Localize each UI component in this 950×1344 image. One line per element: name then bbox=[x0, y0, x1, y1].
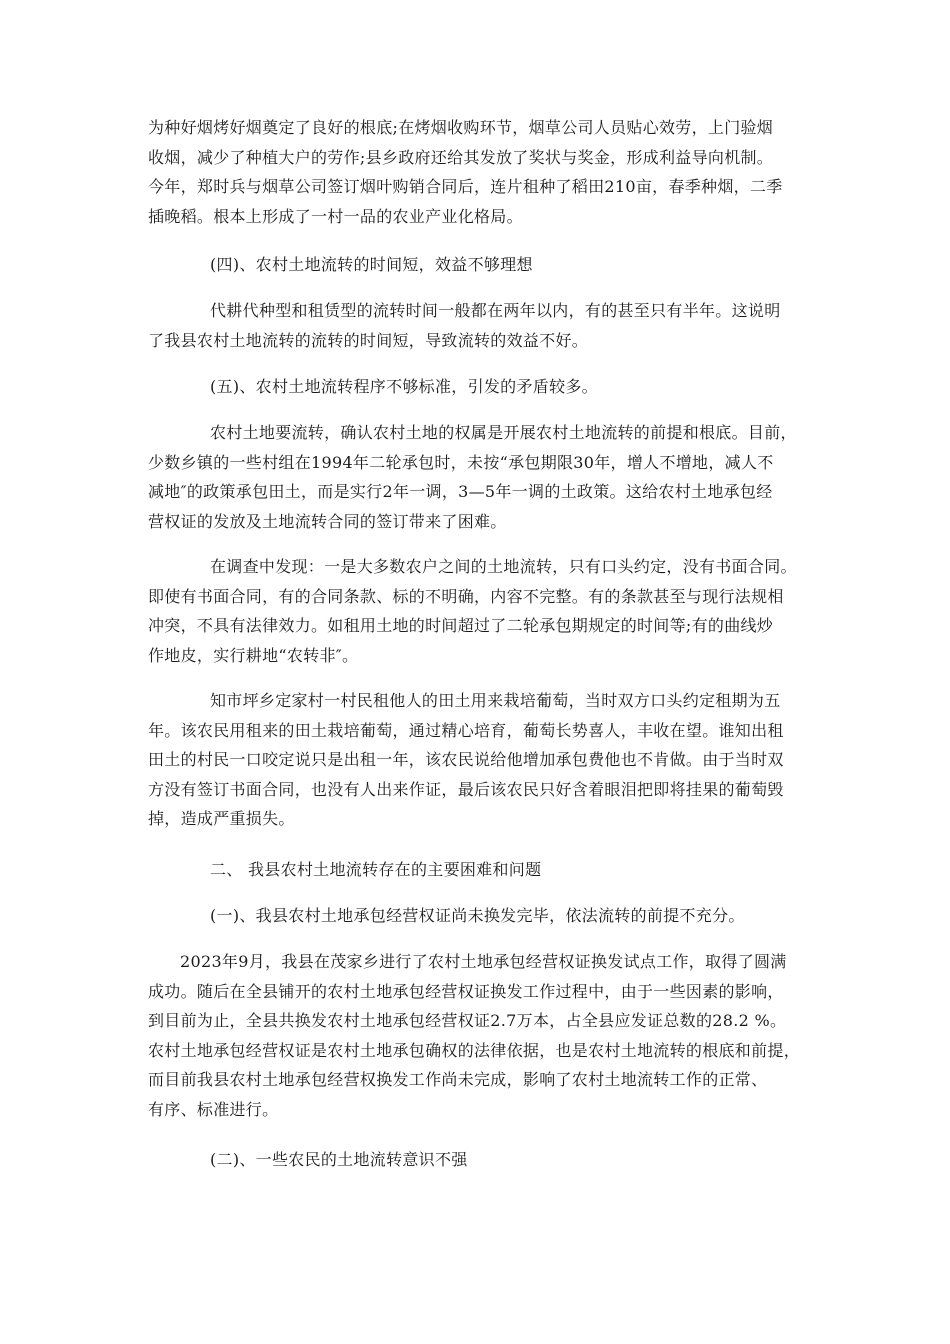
text-line: 为种好烟烤好烟奠定了良好的根底;在烤烟收购环节，烟草公司人员贴心效劳，上门验烟 bbox=[148, 118, 774, 137]
text-line: 代耕代种型和租赁型的流转时间一般都在两年以内，有的甚至只有半年。这说明 bbox=[210, 301, 781, 320]
text-line: 田土的村民一口咬定说只是出租一年，该农民说给他增加承包费他也不肯做。由于当时双 bbox=[148, 750, 784, 769]
text-line: 插晚稻。根本上形成了一村一品的农业产业化格局。 bbox=[148, 206, 523, 226]
text-line: 知市坪乡定家村一村民租他人的田土用来栽培葡萄，当时双方口头约定租期为五 bbox=[210, 691, 781, 710]
text-line: 成功。随后在全县铺开的农村土地承包经营权证换发工作过程中，由于一些因素的影响， bbox=[148, 981, 784, 1001]
text-line: 有序、标准进行。 bbox=[148, 1099, 279, 1119]
text-line: 农村土地承包经营权证是农村土地承包确权的法律依据，也是农村土地流转的根底和前提， bbox=[148, 1040, 801, 1060]
text-line: 冲突，不具有法律效力。如租用土地的时间超过了二轮承包期规定的时间等;有的曲线炒 bbox=[148, 616, 774, 635]
text-line: 了我县农村土地流转的流转的时间短，导致流转的效益不好。 bbox=[148, 330, 589, 350]
heading-section-4 bbox=[148, 250, 812, 280]
paragraph-short-transfer-time bbox=[148, 296, 812, 355]
heading-text: (一)、我县农村土地承包经营权证尚未换发完毕，依法流转的前提不充分。 bbox=[210, 906, 745, 925]
text-line: 少数乡镇的一些村组在1994年二轮承包时，未按“承包期限30年，增人不增地，减人不 bbox=[148, 452, 774, 472]
heading-text: (五)、农村土地流转程序不够标准，引发的矛盾较多。 bbox=[210, 377, 598, 396]
text-line: 而目前我县农村土地承包经营权换发工作尚未完成，影响了农村土地流转工作的正常、 bbox=[148, 1070, 768, 1089]
text-line: 掉，造成严重损失。 bbox=[148, 809, 295, 828]
paragraph-survey-findings bbox=[148, 552, 812, 670]
text-line: 减地″的政策承包田土，而是实行2年一调，3—5年一调的土政策。这给农村土地承包经 bbox=[148, 482, 773, 501]
text-line: 今年，郑时兵与烟草公司签订烟叶购销合同后，连片租种了稻田210亩，春季种烟，二季 bbox=[148, 177, 783, 196]
text-line: 收烟，减少了种植大户的劳作;县乡政府还给其发放了奖状与奖金，形成利益导向机制。 bbox=[148, 147, 774, 167]
heading-text: (四)、农村土地流转的时间短，效益不够理想 bbox=[210, 255, 533, 274]
text-line: 在调查中发现：一是大多数农户之间的土地流转，只有口头约定，没有书面合同。 bbox=[210, 557, 797, 576]
text-line: 营权证的发放及土地流转合同的签订带来了困难。 bbox=[148, 511, 507, 531]
heading-section-1 bbox=[148, 901, 812, 931]
text-line: 作地皮，实行耕地“农转非″。 bbox=[148, 645, 359, 665]
paragraph-tobacco-cultivation bbox=[148, 113, 812, 231]
paragraph-grape-case bbox=[148, 686, 812, 834]
text-line: 到目前为止，全县共换发农村土地承包经营权证2.7万本，占全县应发证总数的28.2 %。 bbox=[148, 1011, 787, 1030]
heading-section-2 bbox=[148, 1145, 812, 1175]
paragraph-certificate-exchange bbox=[148, 947, 812, 1124]
heading-section-5 bbox=[148, 372, 812, 402]
paragraph-land-ownership bbox=[148, 418, 812, 536]
text-line: 2023年9月，我县在茂家乡进行了农村土地承包经营权证换发试点工作，取得了圆满 bbox=[180, 952, 787, 971]
text-line: 即使有书面合同，有的合同条款、标的不明确，内容不完整。有的条款甚至与现行法规相 bbox=[148, 586, 784, 606]
text-line: 方没有签订书面合同，也没有人出来作证，最后该农民只好含着眼泪把即将挂果的葡萄毁 bbox=[148, 779, 784, 799]
heading-part-2 bbox=[148, 855, 812, 885]
heading-text: (二)、一些农民的土地流转意识不强 bbox=[210, 1150, 468, 1169]
text-line: 农村土地要流转，确认农村土地的权属是开展农村土地流转的前提和根底。目前， bbox=[210, 423, 797, 442]
text-line: 年。该农民用租来的田土栽培葡萄，通过精心培育，葡萄长势喜人，丰收在望。谁知出租 bbox=[148, 720, 784, 740]
heading-text: 二、 我县农村土地流转存在的主要困难和问题 bbox=[210, 860, 542, 879]
